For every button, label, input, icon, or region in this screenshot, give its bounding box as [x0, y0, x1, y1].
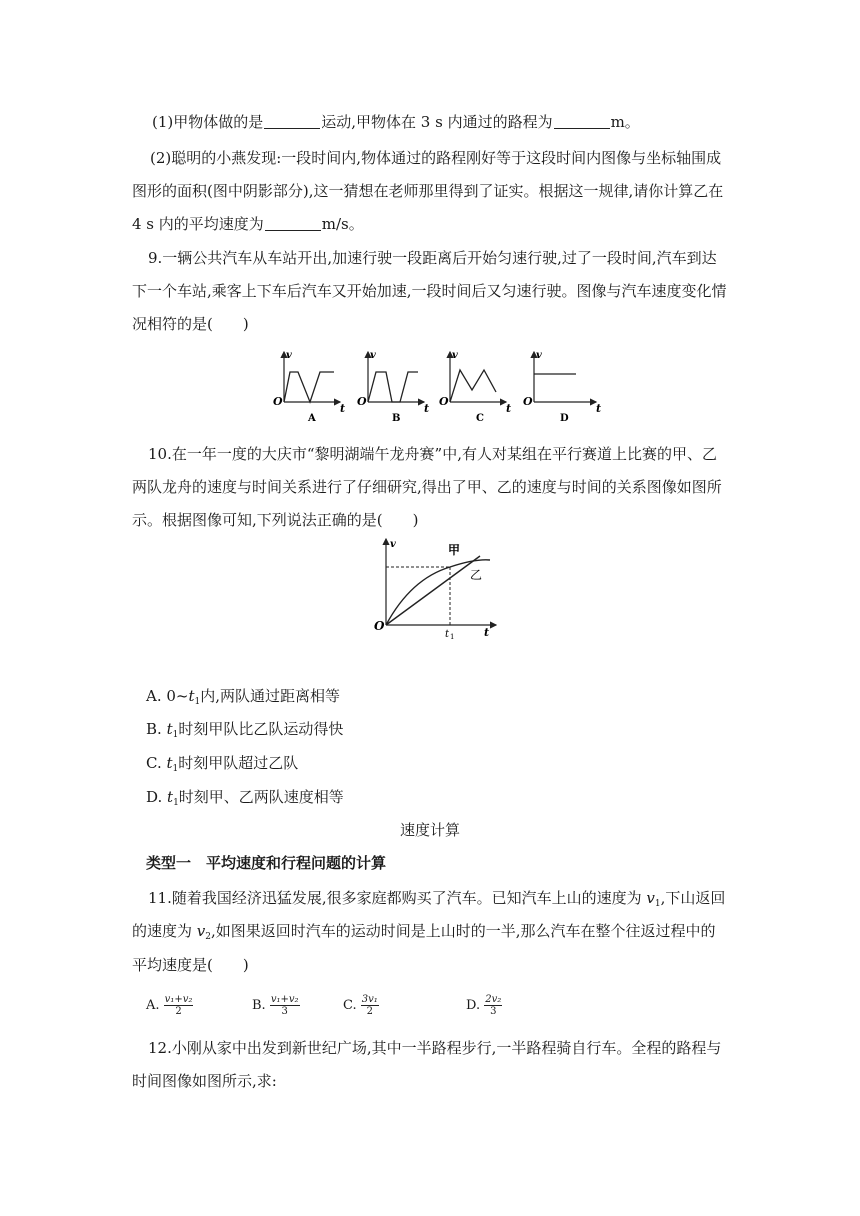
q9-graph-d-yaxis-label: v: [536, 350, 542, 361]
q11-line3: 平均速度是( ): [132, 956, 249, 974]
q9-graph-a-yaxis-label: v: [286, 350, 292, 361]
q10-option-c-prefix: C.: [146, 754, 167, 772]
q11-option-a-numerator: v₁+v₂: [164, 994, 193, 1005]
q11-option-d-label: D.: [466, 998, 481, 1013]
q9-line2: 下一个车站,乘客上下车后汽车又开始加速,一段时间后又匀速行驶。图像与汽车速度变化情: [132, 282, 727, 300]
q9-graph-c-origin: O: [439, 395, 449, 408]
q12-line1: 12.小刚从家中出发到新世纪广场,其中一半路程步行,一半路程骑自行车。全程的路程与: [148, 1039, 722, 1057]
q11-var-v1: v: [646, 889, 655, 907]
q10-option-b-text: 时刻甲队比乙队运动得快: [178, 720, 344, 738]
q11-option-b-label: B.: [252, 998, 266, 1013]
q9-line3: 况相符的是( ): [132, 315, 249, 333]
q8-blank-motion-type[interactable]: [264, 114, 320, 129]
q8-part1-text-a: (1)甲物体做的是: [152, 113, 264, 131]
q8-part2-line3: [132, 214, 364, 234]
q10-option-b-sub: 1: [172, 730, 179, 740]
q8-blank-distance[interactable]: [554, 114, 610, 129]
q10-line2: 两队龙舟的速度与时间关系进行了仔细研究,得出了甲、乙的速度与时间的关系图像如图所: [132, 478, 722, 496]
q10-option-c-text: 时刻甲队超过乙队: [178, 754, 299, 772]
q10-option-c-var: t: [166, 754, 173, 772]
q11-option-d-numerator: 2v₂: [485, 994, 502, 1005]
q11-option-b-fraction: [270, 994, 300, 1017]
q11-option-a-label: A.: [146, 998, 160, 1013]
q11-option-a-denominator: 2: [175, 1006, 182, 1017]
q11-line1: [148, 888, 725, 914]
q11-option-b-denominator: 3: [281, 1006, 288, 1017]
q11-option-c-denominator: 2: [366, 1006, 373, 1017]
q10-option-a-sub: 1: [194, 697, 201, 707]
q11-line1-text-b: ,下山返回: [660, 889, 726, 907]
q10-curve-label-jia: 甲: [448, 543, 461, 557]
q10-option-c[interactable]: [146, 753, 298, 779]
q9-line1: 9.一辆公共汽车从车站开出,加速行驶一段距离后开始匀速行驶,过了一段时间,汽车到达: [148, 249, 717, 267]
q11-option-c-fraction: [361, 994, 379, 1017]
q8-part2-text-a: 4 s 内的平均速度为: [132, 215, 264, 233]
q11-option-d-fraction: [484, 994, 502, 1017]
q10-option-d-prefix: D.: [146, 788, 168, 806]
q9-graph-c-letter: C: [476, 413, 484, 424]
q8-blank-average-speed[interactable]: [265, 216, 321, 231]
q10-velocity-time-graph: [370, 534, 506, 642]
q11-line1-text-a: 11.随着我国经济迅猛发展,很多家庭都购买了汽车。已知汽车上山的速度为: [148, 889, 647, 907]
q9-graph-a-origin: O: [273, 395, 283, 408]
q8-part1-line: [152, 112, 640, 132]
q8-part2-text-b: m/s。: [321, 215, 364, 233]
q11-option-a[interactable]: [146, 994, 193, 1017]
q9-graph-d: [523, 350, 601, 424]
q11-option-c-numerator: 3v₁: [361, 994, 378, 1005]
q12-line2: 时间图像如图所示,求:: [132, 1072, 277, 1090]
q9-graph-b-curve: [368, 372, 418, 402]
q11-option-a-fraction: [164, 994, 194, 1017]
q9-graph-d-xaxis-label: t: [596, 402, 602, 415]
q11-line2: [132, 921, 716, 947]
q11-option-b[interactable]: [252, 994, 300, 1017]
q11-option-d-denominator: 3: [490, 1006, 497, 1017]
q9-graph-c-xaxis-label: t: [506, 402, 512, 415]
q8-part2-line2: 图形的面积(图中阴影部分),这一猜想在老师那里得到了证实。根据这一规律,请你计算乙在: [132, 182, 724, 200]
q9-graph-b-letter: B: [392, 413, 401, 424]
q10-xaxis-label: t: [484, 626, 490, 639]
q9-graph-c-curve: [450, 370, 496, 402]
q9-graph-b-yaxis-label: v: [370, 350, 376, 361]
q9-graph-d-origin: O: [523, 395, 533, 408]
q9-graph-a-letter: A: [308, 413, 316, 424]
q11-line2-text-a: 的速度为: [132, 922, 197, 940]
q9-graph-a: [273, 350, 345, 424]
q10-tick-t1-sub: 1: [450, 633, 455, 641]
q10-option-b[interactable]: [146, 719, 343, 745]
q10-option-d[interactable]: [146, 787, 344, 813]
section-title: 速度计算: [399, 821, 460, 839]
q11-line2-text-b: ,如图果返回时汽车的运动时间是上山时的一半,那么汽车在整个往返过程中的: [211, 922, 716, 940]
q9-graph-b-origin: O: [357, 395, 367, 408]
q11-var-v2-sub: 2: [205, 932, 211, 942]
q10-yaxis-label: v: [390, 539, 396, 550]
q9-graph-b-xaxis-label: t: [424, 402, 430, 415]
type-heading: 类型一 平均速度和行程问题的计算: [146, 854, 387, 872]
q11-option-c-label: C.: [343, 998, 357, 1013]
q11-option-b-numerator: v₁+v₂: [270, 994, 299, 1005]
q9-graph-c: [439, 350, 511, 424]
q11-var-v2: v: [196, 922, 206, 940]
q10-option-a-var: t: [188, 687, 195, 705]
q10-curve-jia: [386, 556, 483, 625]
q10-origin: O: [374, 619, 385, 633]
q9-graph-d-letter: D: [560, 413, 569, 424]
q9-graph-a-xaxis-label: t: [340, 402, 346, 415]
q10-option-d-text: 时刻甲、乙两队速度相等: [178, 788, 344, 806]
q10-tick-t1: t: [445, 629, 450, 640]
q10-option-d-sub: 1: [173, 798, 179, 808]
q10-curve-label-yi: 乙: [470, 568, 483, 582]
q10-option-a[interactable]: [146, 686, 340, 712]
q11-option-c[interactable]: [343, 994, 379, 1017]
q8-part1-text-b: 运动,甲物体在 3 s 内通过的路程为: [321, 113, 553, 131]
q10-line1: 10.在一年一度的大庆市“黎明湖端午龙舟赛”中,有人对某组在平行赛道上比赛的甲、乙: [148, 445, 717, 463]
q10-option-b-var: t: [166, 720, 173, 738]
q10-option-d-var: t: [167, 788, 174, 806]
q9-graph-c-yaxis-label: v: [452, 350, 458, 361]
q10-option-a-text: 内,两队通过距离相等: [200, 687, 341, 705]
q11-option-d[interactable]: [466, 994, 502, 1017]
q10-option-c-sub: 1: [172, 764, 179, 774]
q8-part1-text-c: m。: [610, 113, 640, 131]
q8-part2-line1: (2)聪明的小燕发现:一段时间内,物体通过的路程刚好等于这段时间内图像与坐标轴围成: [150, 149, 722, 167]
q9-graph-a-curve: [284, 372, 334, 402]
q9-velocity-graphs: [262, 344, 612, 428]
q10-option-a-prefix: A. 0~: [146, 687, 189, 705]
q11-var-v1-sub: 1: [654, 899, 661, 909]
q9-graph-b: [357, 350, 429, 424]
q10-line3: 示。根据图像可知,下列说法正确的是( ): [132, 511, 419, 529]
q10-option-b-prefix: B.: [146, 720, 167, 738]
